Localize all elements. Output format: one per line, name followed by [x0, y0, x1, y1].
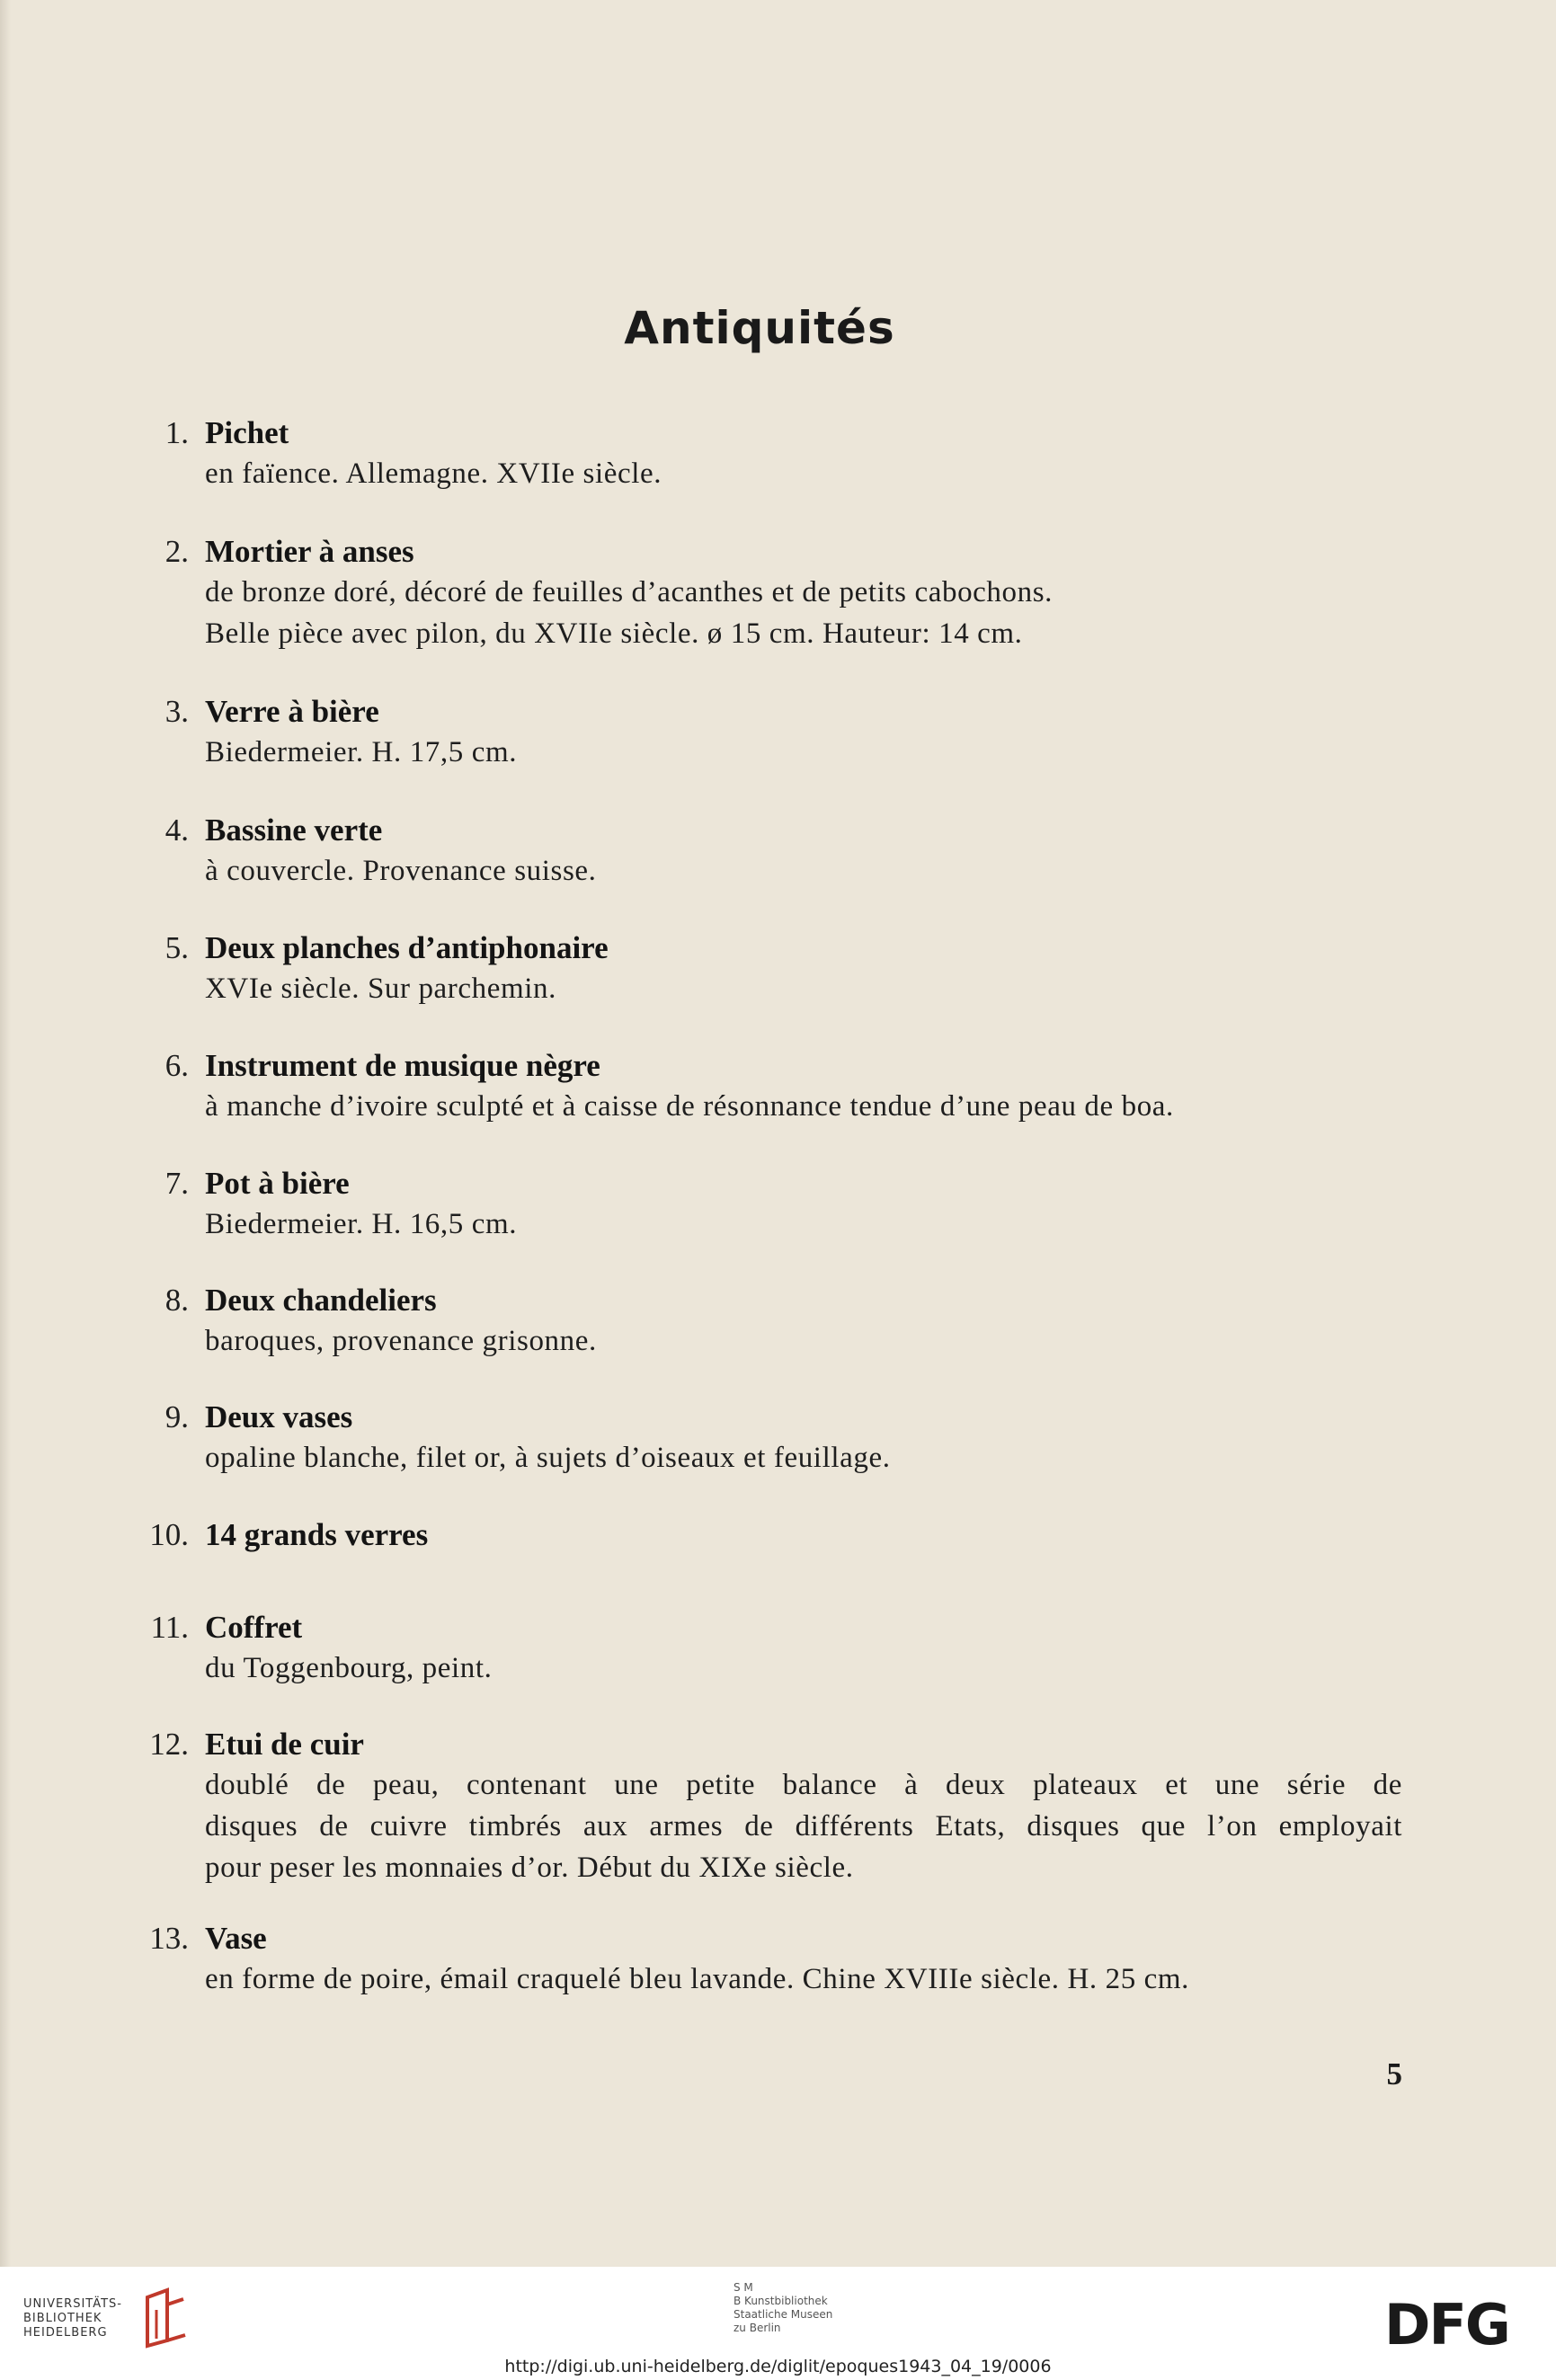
smb-line: Staatliche Museen	[734, 2308, 833, 2321]
description-line: XVIe siècle. Sur parchemin.	[205, 972, 556, 1005]
library-mark-icon	[140, 2287, 191, 2349]
entry-description	[205, 453, 1402, 494]
description-line: baroques, provenance grisonne.	[205, 1325, 597, 1357]
page-title: Antiquités	[624, 302, 895, 354]
entry-description	[205, 572, 1402, 654]
entry-description	[205, 732, 1402, 773]
entry-name: Deux planches d’antiphonaire	[205, 930, 609, 965]
entry-number: 11.	[150, 1610, 189, 1645]
description-line: à manche d’ivoire sculpté et à caisse de résonnance tendue d’une peau de boa.	[205, 1090, 1174, 1123]
entry-name: Verre à bière	[205, 694, 379, 729]
library-name-line: UNIVERSITÄTS-	[23, 2297, 122, 2311]
description-line: du Toggenbourg, peint.	[205, 1652, 493, 1684]
university-library-logo[interactable]	[23, 2297, 122, 2340]
entry-name: Vase	[205, 1921, 267, 1956]
description-line: Belle pièce avec pilon, du XVIIe siècle. ø 15 cm. Hauteur: 14 cm.	[205, 617, 1023, 650]
entry-description	[205, 1764, 1402, 1888]
page-number: 5	[1386, 2056, 1402, 2091]
description-line: en forme de poire, émail craquelé bleu lavande. Chine XVIIIe siècle. H. 25 cm.	[205, 1963, 1190, 1995]
entry-number: 9.	[164, 1399, 189, 1434]
entry-name: Instrument de musique nègre	[205, 1048, 600, 1083]
description-line: Biedermeier. H. 16,5 cm.	[205, 1208, 518, 1240]
description-line: disques de cuivre timbrés aux armes de différents Etats, disques que l’on employait	[205, 1810, 1402, 1843]
smb-line: S M	[734, 2281, 753, 2294]
entry-name: Coffret	[205, 1610, 303, 1645]
entry-description	[205, 1647, 1402, 1689]
description-line: Biedermeier. H. 17,5 cm.	[205, 736, 518, 768]
entry-description	[205, 968, 1402, 1009]
dfg-logo[interactable]: DFG	[1384, 2292, 1509, 2358]
source-url[interactable]: http://digi.ub.uni-heidelberg.de/diglit/epoques1943_04_19/0006	[504, 2357, 1052, 2376]
description-line: doublé de peau, contenant une petite balance à deux plateaux et une série de	[205, 1769, 1402, 1801]
entry-name: Pot à bière	[205, 1166, 350, 1201]
description-line: pour peser les monnaies d’or. Début du XIXe siècle.	[205, 1852, 854, 1884]
entry-number: 2.	[164, 534, 189, 569]
entry-number: 8.	[164, 1283, 189, 1318]
entry-description	[205, 1320, 1402, 1362]
entry-number: 13.	[149, 1921, 189, 1956]
library-name-line: BIBLIOTHEK	[23, 2312, 102, 2325]
entry-name: Deux chandeliers	[205, 1283, 437, 1318]
smb-line: B Kunstbibliothek	[734, 2295, 828, 2307]
smb-logo[interactable]	[734, 2281, 832, 2335]
entry-number: 10.	[149, 1517, 189, 1552]
smb-line: zu Berlin	[734, 2322, 781, 2334]
entry-number: 12.	[149, 1727, 189, 1762]
library-name-line: HEIDELBERG	[23, 2326, 108, 2340]
entry-description	[205, 1437, 1402, 1479]
entry-number: 1.	[164, 415, 189, 450]
description-line: de bronze doré, décoré de feuilles d’acanthes et de petits cabochons.	[205, 576, 1054, 608]
entry-description	[205, 850, 1402, 892]
entry-number: 7.	[164, 1166, 189, 1201]
entry-description	[205, 1086, 1402, 1127]
entry-name: 14 grands verres	[205, 1517, 429, 1552]
entry-name: Mortier à anses	[205, 534, 414, 569]
entry-name: Deux vases	[205, 1399, 353, 1434]
description-line: en faïence. Allemagne. XVIIe siècle.	[205, 457, 662, 490]
description-line: opaline blanche, filet or, à sujets d’oiseaux et feuillage.	[205, 1442, 891, 1474]
entry-number: 5.	[164, 930, 189, 965]
entry-number: 3.	[164, 694, 189, 729]
entry-number: 4.	[164, 813, 189, 848]
entry-number: 6.	[164, 1048, 189, 1083]
entry-name: Bassine verte	[205, 813, 383, 848]
entry-name: Pichet	[205, 415, 289, 450]
entry-name: Etui de cuir	[205, 1727, 364, 1762]
entry-description	[205, 1958, 1402, 2000]
entry-description	[205, 1203, 1402, 1245]
description-line: à couvercle. Provenance suisse.	[205, 855, 597, 887]
